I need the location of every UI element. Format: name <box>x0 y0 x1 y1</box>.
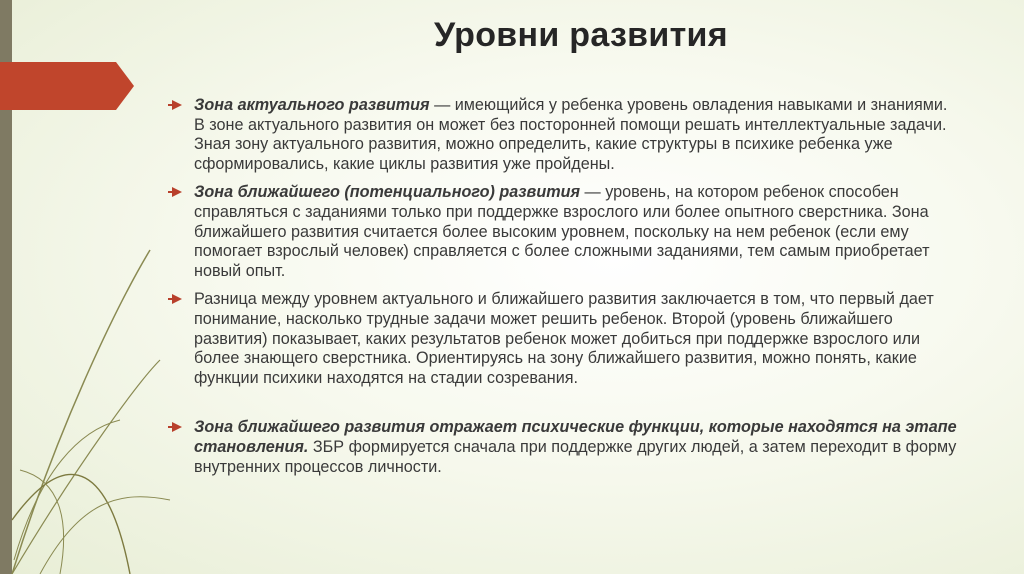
arrow-bullet-icon <box>172 294 182 304</box>
list-item <box>170 290 962 388</box>
item-term: Зона актуального развития <box>194 96 430 114</box>
arrow-bullet-icon <box>172 187 182 197</box>
list-item <box>170 418 962 477</box>
arrow-bullet-icon <box>172 422 182 432</box>
slide-title: Уровни развития <box>434 16 728 54</box>
item-text: Разница между уровнем актуального и ближайшего развития заключается в том, что первый дает понимание, насколько трудные задачи может решить ребенок. Второй (уровень ближайшего развития) показывает, каких результатов ребенок может добиться при поддержке взрослого или более знающего сверстника. Ориентируясь на зону ближайшего развития, можно понять, какие функции психики находятся на стадии созревания. <box>194 290 934 387</box>
arrow-bullet-icon <box>172 100 182 110</box>
item-text: — имеющийся у ребенка уровень овладения навыками и знаниями. В зоне актуального развития он может без посторонней помощи решать интеллектуальные задачи. Зная зону актуального развития, можно определить, какие структуры в психике ребенка уже сформировались, какие циклы развития уже пройдены. <box>194 96 948 173</box>
item-text: — уровень, на котором ребенок способен справляться с заданиями только при поддержке взрослого или более опытного сверстника. Зона ближайшего развития считается более высоким уровнем, поскольку на нем ребенок (если ему помогает взрослый человек) справляется с более сложными заданиями, тем самым приобретает новый опыт. <box>194 183 930 280</box>
slide-content <box>170 96 962 486</box>
item-text: ЗБР формируется сначала при поддержке других людей, а затем переходит в форму внутренних процессов личности. <box>194 437 957 476</box>
list-item <box>170 96 962 174</box>
item-term: Зона ближайшего (потенциального) развития <box>194 183 581 202</box>
list-item <box>170 183 962 281</box>
title-accent-tab <box>0 62 134 110</box>
item-term: Зона ближайшего развития отражает психические функции, которые находятся на этапе становления. <box>194 418 957 456</box>
